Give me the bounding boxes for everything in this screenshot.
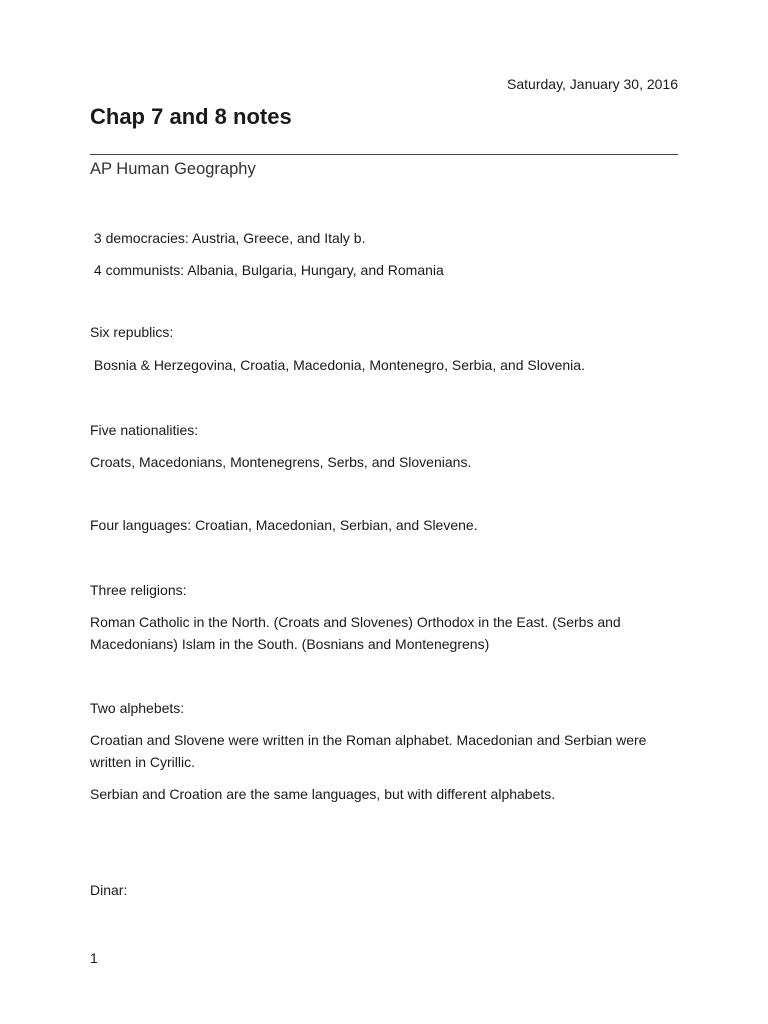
democracies-line: 3 democracies: Austria, Greece, and Italy b. [90,230,366,246]
page-title: Chap 7 and 8 notes [90,104,292,129]
nationalities-list: Croats, Macedonians, Montenegrens, Serbs, and Slovenians. [90,454,472,470]
republics-list: Bosnia & Herzegovina, Croatia, Macedonia, Montenegro, Serbia, and Slovenia. [90,357,585,373]
communists-line: 4 communists: Albania, Bulgaria, Hungary, and Romania [90,262,444,278]
languages-line: Four languages: Croatian, Macedonian, Serbian, and Slevene. [90,517,478,533]
title-divider [90,154,678,155]
religions-heading: Three religions: [90,582,187,598]
date-label: Saturday, January 30, 2016 [507,76,678,92]
alphabets-text: Croatian and Slovene were written in the Roman alphabet. Macedonian and Serbian were written in Cyrillic. [90,732,651,770]
nationalities-heading: Five nationalities: [90,422,199,438]
republics-heading: Six republics: [90,324,174,340]
page-number: 1 [90,950,98,966]
page-subtitle: AP Human Geography [90,160,256,178]
alphabets-heading: Two alphebets: [90,700,185,716]
alphabets-note: Serbian and Croation are the same languages, but with different alphabets. [90,786,556,802]
religions-text: Roman Catholic in the North. (Croats and Slovenes) Orthodox in the East. (Serbs and Macedonians) Islam in the South. (Bosnians and Montenegrens) [90,614,625,652]
dinar-heading: Dinar: [90,882,128,898]
